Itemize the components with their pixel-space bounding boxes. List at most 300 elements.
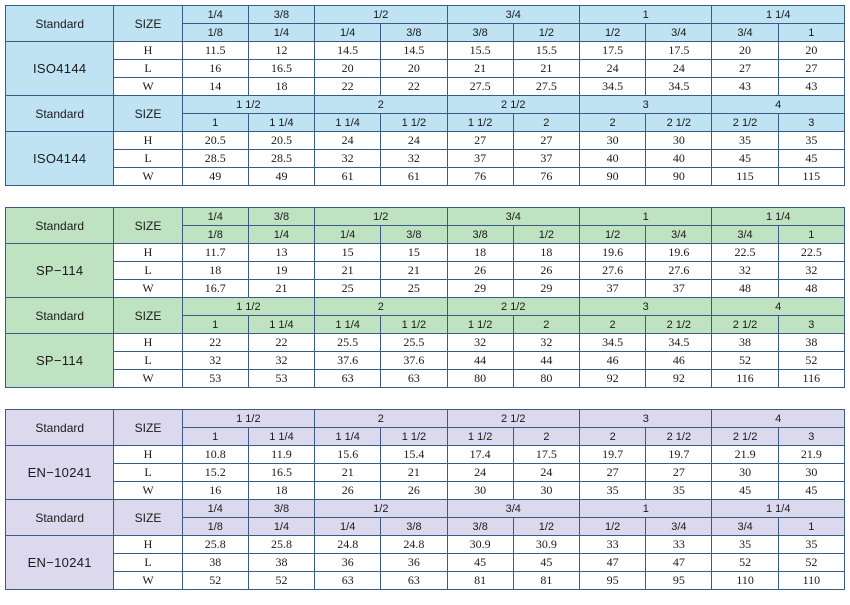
- value-cell: 18: [513, 244, 579, 262]
- value-cell: 22: [248, 334, 314, 352]
- value-cell: 63: [315, 572, 381, 590]
- sub-size-cell: 3/4: [712, 226, 778, 244]
- value-cell: 19.7: [580, 446, 646, 464]
- size-group-cell: 3/4: [447, 6, 579, 24]
- header-row-groups: [6, 96, 845, 114]
- value-cell: 36: [381, 554, 447, 572]
- value-cell: 35: [580, 482, 646, 500]
- sub-size-cell: 1: [182, 428, 248, 446]
- dimension-label: L: [114, 262, 182, 280]
- sub-size-cell: 1/2: [579, 24, 645, 42]
- sub-size-cell: 1/2: [513, 518, 579, 536]
- sub-size-cell: 2 1/2: [712, 114, 778, 132]
- size-group-cell: 1/2: [315, 500, 447, 518]
- value-cell: 37: [579, 280, 645, 298]
- size-group-cell: 2 1/2: [447, 96, 579, 114]
- size-group-cell: 1/2: [315, 208, 447, 226]
- dimension-label: H: [114, 42, 182, 60]
- sub-size-cell: 1/4: [248, 226, 314, 244]
- size-group-cell: 1/4: [182, 500, 248, 518]
- dimension-label: W: [114, 168, 182, 186]
- value-cell: 22.5: [712, 244, 778, 262]
- sub-size-cell: 1 1/4: [248, 114, 314, 132]
- value-cell: 21: [513, 60, 579, 78]
- header-row-groups: [6, 410, 845, 428]
- sub-size-cell: 1/2: [513, 24, 579, 42]
- value-cell: 11.7: [182, 244, 248, 262]
- size-group-cell: 2 1/2: [447, 410, 579, 428]
- sub-size-cell: 1/4: [315, 518, 381, 536]
- value-cell: 34.5: [579, 334, 645, 352]
- value-cell: 19: [248, 262, 314, 280]
- sub-size-cell: 1/2: [579, 226, 645, 244]
- value-cell: 32: [513, 334, 579, 352]
- value-cell: 63: [315, 370, 381, 388]
- value-cell: 32: [712, 262, 778, 280]
- value-cell: 21: [315, 464, 381, 482]
- value-cell: 27.6: [646, 262, 712, 280]
- value-cell: 11.9: [248, 446, 314, 464]
- size-header: SIZE: [114, 208, 182, 244]
- value-cell: 27: [778, 60, 844, 78]
- value-cell: 18: [447, 244, 513, 262]
- value-cell: 16: [182, 482, 248, 500]
- sub-size-cell: 1/2: [580, 518, 646, 536]
- value-cell: 47: [580, 554, 646, 572]
- value-cell: 30: [579, 132, 645, 150]
- size-header: SIZE: [114, 500, 182, 536]
- dimension-row: [6, 244, 845, 262]
- value-cell: 37: [513, 150, 579, 168]
- value-cell: 22.5: [778, 244, 844, 262]
- value-cell: 20.5: [182, 132, 248, 150]
- size-group-cell: 1 1/4: [712, 208, 845, 226]
- value-cell: 25.5: [315, 334, 381, 352]
- sub-size-cell: 2: [579, 114, 645, 132]
- dimension-label: L: [114, 150, 182, 168]
- standard-header: Standard: [6, 500, 114, 536]
- value-cell: 26: [381, 482, 447, 500]
- value-cell: 63: [381, 370, 447, 388]
- value-cell: 21: [381, 464, 447, 482]
- value-cell: 40: [646, 150, 712, 168]
- sub-size-cell: 1 1/4: [315, 428, 381, 446]
- sub-size-cell: 2 1/2: [712, 428, 778, 446]
- value-cell: 37.6: [315, 352, 381, 370]
- standard-header: Standard: [6, 6, 114, 42]
- value-cell: 61: [315, 168, 381, 186]
- sub-size-cell: 2: [513, 428, 579, 446]
- value-cell: 36: [315, 554, 381, 572]
- sub-size-cell: 1/2: [513, 226, 579, 244]
- spec-table-en: [5, 409, 845, 590]
- size-header: SIZE: [114, 96, 182, 132]
- dimension-label: L: [114, 464, 182, 482]
- value-cell: 52: [712, 352, 778, 370]
- value-cell: 52: [712, 554, 778, 572]
- header-row-groups: [6, 298, 845, 316]
- value-cell: 18: [248, 78, 314, 96]
- value-cell: 26: [447, 262, 513, 280]
- sub-size-cell: 3/4: [646, 518, 712, 536]
- sub-size-cell: 3/8: [447, 226, 513, 244]
- value-cell: 21: [248, 280, 314, 298]
- value-cell: 19.6: [579, 244, 645, 262]
- dimension-label: W: [114, 78, 182, 96]
- header-row-groups: [6, 500, 845, 518]
- sub-size-cell: 1: [778, 518, 844, 536]
- size-group-cell: 1: [579, 6, 711, 24]
- value-cell: 35: [712, 536, 778, 554]
- dimension-row: [6, 168, 845, 186]
- value-cell: 19.6: [646, 244, 712, 262]
- dimension-row: [6, 150, 845, 168]
- dimension-row: [6, 370, 845, 388]
- sub-size-cell: 1 1/2: [447, 316, 513, 334]
- dimension-row: [6, 554, 845, 572]
- dimension-row: [6, 60, 845, 78]
- standard-name: EN−10241: [6, 446, 114, 500]
- size-group-cell: 1/2: [315, 6, 447, 24]
- value-cell: 21.9: [778, 446, 844, 464]
- value-cell: 29: [447, 280, 513, 298]
- value-cell: 76: [513, 168, 579, 186]
- value-cell: 29: [513, 280, 579, 298]
- dimension-row: [6, 42, 845, 60]
- sub-size-cell: 2: [580, 428, 646, 446]
- dimension-row: [6, 446, 845, 464]
- dimension-row: [6, 262, 845, 280]
- value-cell: 28.5: [248, 150, 314, 168]
- dimension-row: [6, 334, 845, 352]
- value-cell: 81: [513, 572, 579, 590]
- value-cell: 21.9: [712, 446, 778, 464]
- value-cell: 92: [646, 370, 712, 388]
- value-cell: 34.5: [579, 78, 645, 96]
- value-cell: 43: [712, 78, 778, 96]
- value-cell: 18: [182, 262, 248, 280]
- value-cell: 25: [381, 280, 447, 298]
- sub-size-cell: 2 1/2: [646, 428, 712, 446]
- value-cell: 16: [182, 60, 248, 78]
- sub-size-cell: 1: [778, 226, 844, 244]
- value-cell: 17.5: [579, 42, 645, 60]
- value-cell: 27.6: [579, 262, 645, 280]
- size-group-cell: 3: [580, 410, 712, 428]
- standard-header: Standard: [6, 298, 114, 334]
- dimension-row: [6, 352, 845, 370]
- value-cell: 45: [778, 150, 844, 168]
- spec-section-iso: [5, 5, 845, 186]
- sub-size-cell: 1 1/2: [381, 114, 447, 132]
- header-row-groups: [6, 208, 845, 226]
- value-cell: 15: [381, 244, 447, 262]
- value-cell: 21: [381, 262, 447, 280]
- value-cell: 44: [513, 352, 579, 370]
- value-cell: 45: [513, 554, 579, 572]
- value-cell: 35: [646, 482, 712, 500]
- value-cell: 76: [447, 168, 513, 186]
- sub-size-cell: 2 1/2: [712, 316, 778, 334]
- value-cell: 90: [579, 168, 645, 186]
- value-cell: 27: [712, 60, 778, 78]
- dimension-label: L: [114, 352, 182, 370]
- value-cell: 15.6: [315, 446, 381, 464]
- value-cell: 38: [182, 554, 248, 572]
- value-cell: 17.4: [447, 446, 513, 464]
- value-cell: 20: [381, 60, 447, 78]
- value-cell: 116: [712, 370, 778, 388]
- value-cell: 92: [579, 370, 645, 388]
- value-cell: 33: [580, 536, 646, 554]
- value-cell: 32: [315, 150, 381, 168]
- value-cell: 20.5: [248, 132, 314, 150]
- size-group-cell: 1/4: [182, 208, 248, 226]
- value-cell: 46: [646, 352, 712, 370]
- value-cell: 34.5: [646, 334, 712, 352]
- value-cell: 24: [646, 60, 712, 78]
- value-cell: 90: [646, 168, 712, 186]
- size-group-cell: 1 1/2: [182, 410, 314, 428]
- value-cell: 95: [580, 572, 646, 590]
- value-cell: 61: [381, 168, 447, 186]
- value-cell: 32: [778, 262, 844, 280]
- value-cell: 27: [646, 464, 712, 482]
- size-group-cell: 2: [315, 298, 447, 316]
- value-cell: 15.2: [182, 464, 248, 482]
- value-cell: 24.8: [381, 536, 447, 554]
- value-cell: 11.5: [182, 42, 248, 60]
- value-cell: 116: [778, 370, 844, 388]
- value-cell: 25.8: [182, 536, 248, 554]
- value-cell: 32: [248, 352, 314, 370]
- value-cell: 21: [447, 60, 513, 78]
- value-cell: 30.9: [513, 536, 579, 554]
- size-group-cell: 3: [579, 298, 711, 316]
- sub-size-cell: 2: [579, 316, 645, 334]
- sub-size-cell: 1/4: [248, 518, 314, 536]
- dimension-label: H: [114, 244, 182, 262]
- sub-size-cell: 3: [778, 316, 844, 334]
- dimension-row: [6, 132, 845, 150]
- value-cell: 15.5: [513, 42, 579, 60]
- value-cell: 24.8: [315, 536, 381, 554]
- sub-size-cell: 3/8: [447, 24, 513, 42]
- sub-size-cell: 1 1/4: [248, 428, 314, 446]
- value-cell: 15.4: [381, 446, 447, 464]
- size-group-cell: 2: [315, 96, 447, 114]
- value-cell: 45: [712, 482, 778, 500]
- standard-name: ISO4144: [6, 42, 114, 96]
- sub-size-cell: 1 1/2: [381, 428, 447, 446]
- value-cell: 22: [182, 334, 248, 352]
- sub-size-cell: 2 1/2: [646, 114, 712, 132]
- value-cell: 40: [579, 150, 645, 168]
- size-group-cell: 3: [579, 96, 711, 114]
- value-cell: 13: [248, 244, 314, 262]
- spec-section-en: [5, 409, 845, 590]
- value-cell: 15.5: [447, 42, 513, 60]
- value-cell: 24: [381, 132, 447, 150]
- value-cell: 25.8: [248, 536, 314, 554]
- value-cell: 27.5: [447, 78, 513, 96]
- sub-size-cell: 1: [182, 316, 248, 334]
- value-cell: 20: [778, 42, 844, 60]
- sub-size-cell: 1 1/4: [315, 114, 381, 132]
- spec-table-iso: [5, 5, 845, 186]
- size-group-cell: 2: [315, 410, 447, 428]
- size-group-cell: 3/8: [248, 208, 314, 226]
- value-cell: 25: [315, 280, 381, 298]
- dimension-row: [6, 572, 845, 590]
- value-cell: 22: [315, 78, 381, 96]
- value-cell: 16.7: [182, 280, 248, 298]
- sub-size-cell: 1/4: [248, 24, 314, 42]
- value-cell: 10.8: [182, 446, 248, 464]
- dimension-label: W: [114, 572, 182, 590]
- value-cell: 52: [778, 554, 844, 572]
- value-cell: 27: [447, 132, 513, 150]
- value-cell: 48: [778, 280, 844, 298]
- size-group-cell: 1 1/4: [712, 6, 845, 24]
- sub-size-cell: 3/4: [646, 24, 712, 42]
- dimension-row: [6, 482, 845, 500]
- value-cell: 47: [646, 554, 712, 572]
- value-cell: 21: [315, 262, 381, 280]
- value-cell: 30: [447, 482, 513, 500]
- value-cell: 53: [182, 370, 248, 388]
- standard-header: Standard: [6, 96, 114, 132]
- value-cell: 32: [447, 334, 513, 352]
- sub-size-cell: 1 1/4: [315, 316, 381, 334]
- value-cell: 37: [447, 150, 513, 168]
- dimension-label: H: [114, 334, 182, 352]
- value-cell: 38: [248, 554, 314, 572]
- size-group-cell: 3/4: [447, 208, 579, 226]
- size-header: SIZE: [114, 410, 182, 446]
- sub-size-cell: 1 1/2: [447, 428, 513, 446]
- size-group-cell: 1/4: [182, 6, 248, 24]
- size-group-cell: 2 1/2: [447, 298, 579, 316]
- size-group-cell: 1 1/4: [712, 500, 845, 518]
- dimension-label: H: [114, 132, 182, 150]
- value-cell: 115: [778, 168, 844, 186]
- value-cell: 19.7: [646, 446, 712, 464]
- value-cell: 52: [778, 352, 844, 370]
- sub-size-cell: 2: [513, 316, 579, 334]
- size-group-cell: 4: [712, 410, 845, 428]
- value-cell: 27: [513, 132, 579, 150]
- size-group-cell: 4: [712, 298, 845, 316]
- value-cell: 45: [778, 482, 844, 500]
- value-cell: 45: [447, 554, 513, 572]
- value-cell: 33: [646, 536, 712, 554]
- sub-size-cell: 3/8: [381, 226, 447, 244]
- value-cell: 24: [513, 464, 579, 482]
- value-cell: 26: [315, 482, 381, 500]
- size-group-cell: 1 1/2: [182, 96, 314, 114]
- size-header: SIZE: [114, 298, 182, 334]
- dimension-label: W: [114, 370, 182, 388]
- size-group-cell: 3/8: [248, 500, 314, 518]
- value-cell: 32: [182, 352, 248, 370]
- sub-size-cell: 1: [182, 114, 248, 132]
- dimension-row: [6, 464, 845, 482]
- value-cell: 30: [646, 132, 712, 150]
- value-cell: 28.5: [182, 150, 248, 168]
- value-cell: 49: [248, 168, 314, 186]
- value-cell: 12: [248, 42, 314, 60]
- dimension-row: [6, 280, 845, 298]
- value-cell: 110: [778, 572, 844, 590]
- sub-size-cell: 3/8: [381, 24, 447, 42]
- value-cell: 38: [712, 334, 778, 352]
- value-cell: 17.5: [646, 42, 712, 60]
- value-cell: 35: [778, 132, 844, 150]
- value-cell: 37.6: [381, 352, 447, 370]
- value-cell: 115: [712, 168, 778, 186]
- dimension-label: W: [114, 482, 182, 500]
- dimension-label: H: [114, 536, 182, 554]
- value-cell: 16.5: [248, 464, 314, 482]
- value-cell: 14.5: [381, 42, 447, 60]
- value-cell: 81: [447, 572, 513, 590]
- value-cell: 34.5: [646, 78, 712, 96]
- standard-header: Standard: [6, 410, 114, 446]
- dimension-label: L: [114, 60, 182, 78]
- value-cell: 30: [513, 482, 579, 500]
- sub-size-cell: 1/8: [182, 24, 248, 42]
- value-cell: 48: [712, 280, 778, 298]
- sub-size-cell: 3/4: [646, 226, 712, 244]
- value-cell: 52: [248, 572, 314, 590]
- sub-size-cell: 1/4: [315, 226, 381, 244]
- value-cell: 17.5: [513, 446, 579, 464]
- value-cell: 18: [248, 482, 314, 500]
- standard-name: SP−114: [6, 244, 114, 298]
- dimension-label: H: [114, 446, 182, 464]
- value-cell: 25.5: [381, 334, 447, 352]
- sub-size-cell: 1 1/2: [447, 114, 513, 132]
- value-cell: 27.5: [513, 78, 579, 96]
- value-cell: 22: [381, 78, 447, 96]
- size-group-cell: 3/4: [447, 500, 579, 518]
- sub-size-cell: 1: [778, 24, 844, 42]
- value-cell: 43: [778, 78, 844, 96]
- value-cell: 24: [579, 60, 645, 78]
- standard-name: SP−114: [6, 334, 114, 388]
- value-cell: 35: [712, 132, 778, 150]
- value-cell: 80: [447, 370, 513, 388]
- value-cell: 37: [646, 280, 712, 298]
- dimension-label: W: [114, 280, 182, 298]
- value-cell: 30: [712, 464, 778, 482]
- value-cell: 20: [712, 42, 778, 60]
- value-cell: 52: [182, 572, 248, 590]
- sub-size-cell: 3/4: [712, 24, 778, 42]
- value-cell: 53: [248, 370, 314, 388]
- value-cell: 49: [182, 168, 248, 186]
- spec-table-sp: [5, 207, 845, 388]
- value-cell: 32: [381, 150, 447, 168]
- value-cell: 20: [315, 60, 381, 78]
- value-cell: 46: [579, 352, 645, 370]
- sub-size-cell: 1 1/4: [248, 316, 314, 334]
- size-group-cell: 1: [579, 208, 711, 226]
- sub-size-cell: 1/8: [182, 226, 248, 244]
- sub-size-cell: 3/4: [712, 518, 778, 536]
- sub-size-cell: 3: [778, 428, 844, 446]
